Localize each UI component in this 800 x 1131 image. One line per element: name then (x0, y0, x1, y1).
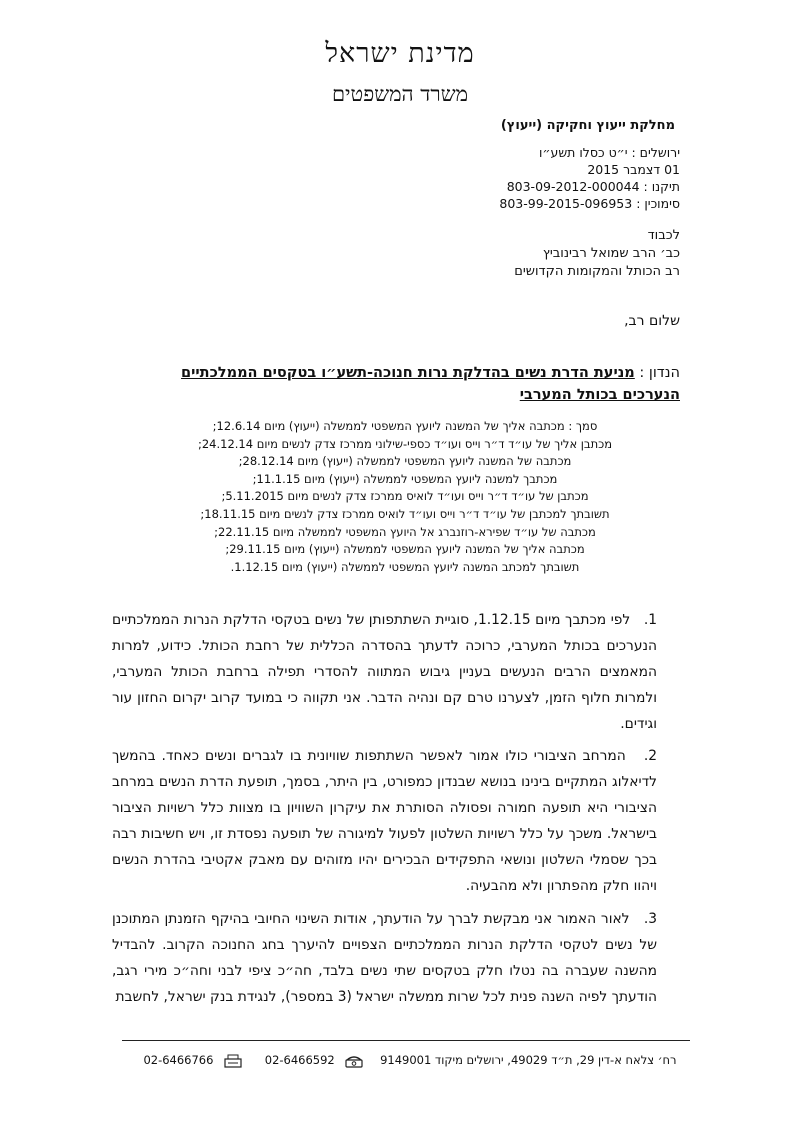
paragraph-number: 1. (643, 612, 657, 628)
file-label: תיקנו : (643, 179, 680, 194)
paragraph-2 (112, 743, 657, 899)
footer-divider (122, 1040, 690, 1041)
footer (118, 1053, 696, 1068)
addressee-name: כב׳ הרב שמואל רבינוביץ (542, 246, 680, 261)
state-title: מדינת ישראל (325, 38, 475, 69)
addressee-title: רב הכותל והמקומות הקדושים (514, 264, 680, 279)
reference-item: מכתבך למשנה ליועץ המשפטי לממשלה (ייעוץ) מיום 11.1.15; (252, 471, 558, 486)
greeting: שלום רב, (624, 313, 680, 329)
paragraph-1 (112, 607, 657, 737)
date-gregorian: 01 דצמבר 2015 (587, 162, 680, 177)
paragraph-text: לאור האמור אני מבקשת לברך על הודעתך, אודות השינוי החיובי בהיקף הזמנתן המתוכנן של נשים לטקסי הדלקת הנרות הממלכתיים הצפויים להיערך בחג החנוכה הקרוב. להבדיל מהשנה שעברה בה נטלו חלק בטקסים שתי נשים בלבד, חה״כ ציפי לבני וחה״כ מירי רגב, הודעתך לפיה השנה פנית לכל שרות ממשלה ישראל (3 במספר), לנגידת בנק ישראל, לחשבת (112, 911, 657, 1005)
reference-item: תשובתך למכתב המשנה ליועץ המשפטי לממשלה (ייעוץ) מיום 1.12.15. (230, 559, 580, 574)
subject-text: מניעת הדרת נשים בהדלקת נרות חנוכה-תשע״ו בטקסים הממלכתיים הנערכים בכותל המערבי (181, 365, 680, 403)
footer-address: רח׳ צלאח א-דין 29, ת״ד 49029, ירושלים מיקוד 9149001 (380, 1053, 677, 1067)
footer-fax (137, 1053, 243, 1068)
paragraph-3 (112, 906, 657, 1010)
reference-item: מכתבן של עו״ד ד״ר וייס ועו״ד לואיס ממרכז צדק לנשים מיום 5.11.2015; (221, 489, 589, 504)
subject-label: הנדון : (639, 365, 680, 381)
ministry-title: משרד המשפטים (331, 82, 469, 106)
department-name: מחלקת ייעוץ וחקיקה (ייעוץ) (500, 118, 675, 133)
reference-item: מכתבה של עו״ד שפירא-רוזנברג אל היועץ המשפטי לממשלה מיום 22.11.15; (214, 524, 596, 539)
fax-icon (223, 1054, 243, 1068)
reference-item: סמך : מכתבה אליך של המשנה ליועץ המשפטי לממשלה (ייעוץ) מיום 12.6.14; (212, 419, 598, 433)
fax-number: 02-6466766 (143, 1053, 214, 1067)
footer-phone (259, 1053, 365, 1068)
file-number-line (507, 179, 680, 194)
reference-number: 803-99-2015-096953 (499, 196, 633, 211)
phone-icon (344, 1054, 364, 1068)
file-number: 803-09-2012-000044 (506, 179, 640, 194)
paragraph-number: 3. (643, 911, 657, 927)
addressee-to: לכבוד (647, 228, 680, 243)
references-list (185, 418, 625, 576)
phone-number: 02-6466592 (264, 1053, 335, 1067)
reference-item: מכתבן אליך של עו״ד ד״ר וייס ועו״ד כספי-שילוני ממרכז צדק לנשים מיום 24.12.14; (197, 436, 613, 451)
reference-item: מכתבה של המשנה ליועץ המשפטי לממשלה (ייעוץ) מיום 28.12.14; (238, 454, 572, 469)
paragraph-text: המרחב הציבורי כולו אמור לאפשר השתתפות שוויונית בו לגברים ונשים כאחד. בהמשך לדיאלוג המתקיים בינינו בנושא שבנדון כמפורט, בין היתר, בסמך, תופעת הדרת הנשים במרחב הציבורי היא תופעה חמורה ופסולה הסותרת את עיקרון השוויון בו מצוות כלל רשויות הציבור בישראל. משכך על כלל רשויות השלטון לפעול למיגורה של תופעה נפסדת זו, ויש חשיבות רבה בכך שסמלי השלטון ונושאי התפקידים הבכירים יהיו מזוהים עם מאבק אקטיבי בהדרת הנשים ויהוו חלק מהפתרון ולא מהבעיה. (112, 748, 657, 894)
reference-label: סימוכין : (636, 196, 680, 211)
paragraph-number: 2. (643, 748, 657, 764)
paragraph-text: לפי מכתבך מיום 1.12.15, סוגיית השתתפותן של נשים בטקסי הדלקת הנרות הממלכתיים הנערכים בכותל המערבי, כרוכה לדעתך בהסדרה הכללית של רחבת הכותל. כידוע, למרות המאמצים הרבים הנעשים בעניין גיבוש המתווה להסדרי תפילה ברחבת הכותל המערבי, ולמרות חלוף הזמן, לצערנו טרם קם ונהיה הדבר. אני תקווה כי במועד קרוב יקרום החזון עור וגידים. (112, 612, 657, 732)
reference-item: מכתבה אליך של המשנה ליועץ המשפטי לממשלה (ייעוץ) מיום 29.11.15; (225, 542, 585, 557)
place-date-hebrew: ירושלים : י״ט כסלו תשע״ו (539, 145, 680, 160)
subject-line (170, 362, 680, 406)
reference-item: תשובתך למכתבן של עו״ד ד״ר וייס ועו״ד לואיס ממרכז צדק לנשים מיום 18.11.15; (200, 506, 610, 521)
reference-number-line (499, 196, 680, 211)
